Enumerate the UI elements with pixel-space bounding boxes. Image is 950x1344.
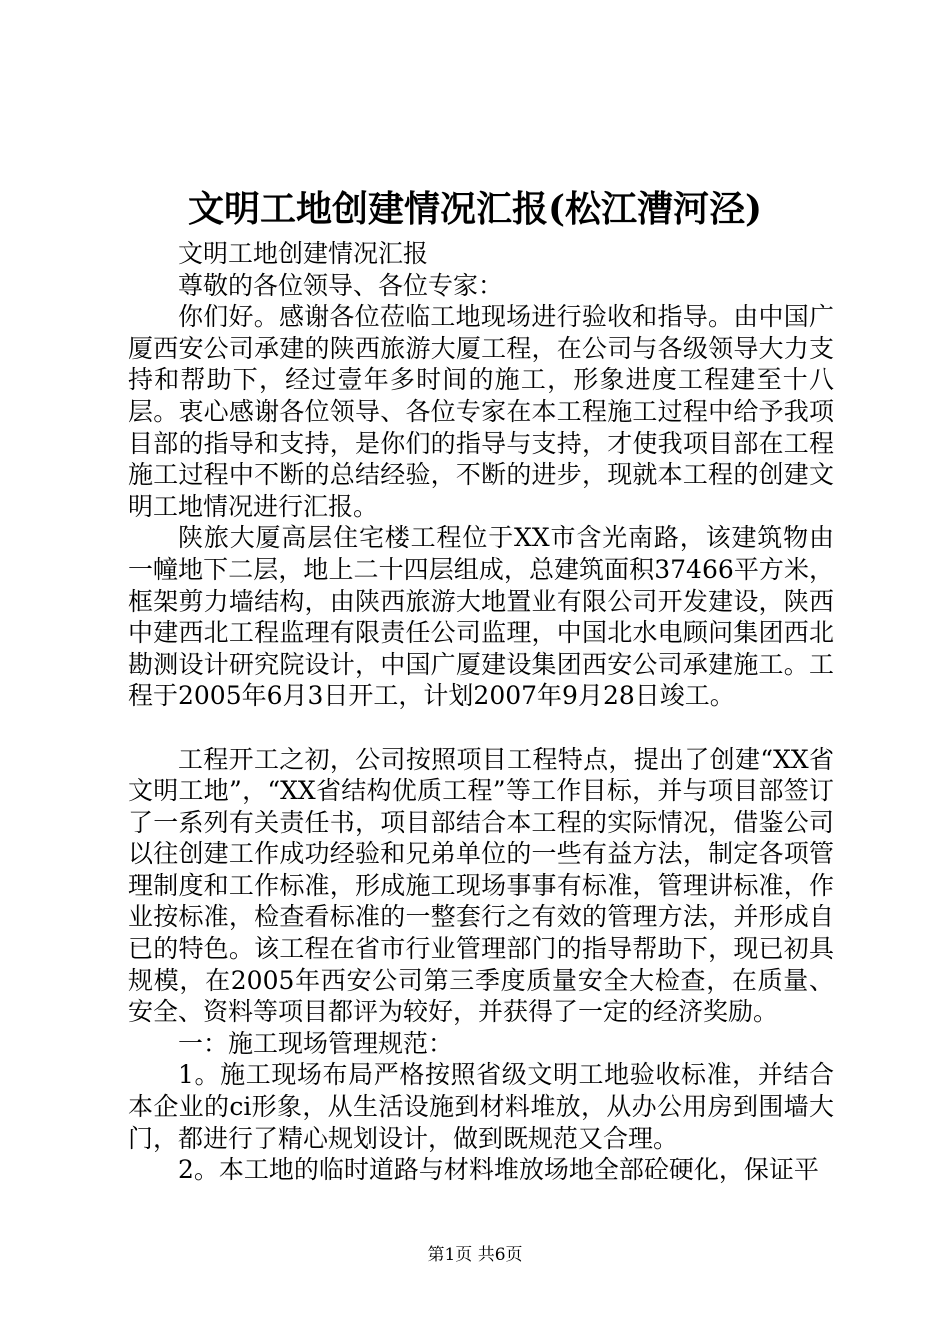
paragraph-salutation: 尊敬的各位领导、各位专家： — [178, 270, 504, 300]
paragraph-goals: 工程开工之初，公司按照项目工程特点，提出了创建“XX省文明工地”，“XX省结构优质工程”等工作目标，并与项目部签订了一系列有关责任书，项目部结合本工程的实际情况，借鉴公司以往创建工作成功经验和兄弟单位的一些有益方法，制定各项管理制度和工作标准，形成施工现场事事有标准，管理讲标准，作业按标准，检查看标准的一整套行之有效的管理方法，并形成自已的特色。该工程在省市行业管理部门的指导帮助下，现已初具规模，在2005年西安公司第三季度质量安全大检查，在质量、安全、资料等项目都评为较好，并获得了一定的经济奖励。 — [128, 744, 834, 1027]
paragraph-item-2: 2。本工地的临时道路与材料堆放场地全部砼硬化，保证平 — [178, 1155, 819, 1185]
paragraph-greeting: 你们好。感谢各位莅临工地现场进行验收和指导。由中国广厦西安公司承建的陕西旅游大厦工程，在公司与各级领导大力支持和帮助下，经过壹年多时间的施工，形象进度工程建至十八层。衷心感谢各位领导、各位专家在本工程施工过程中给予我项目部的指导和支持，是你们的指导与支持，才使我项目部在工程施工过程中不断的总结经验，不断的进步，现就本工程的创建文明工地情况进行汇报。 — [128, 302, 834, 521]
document-title: 文明工地创建情况汇报(松江漕河泾) — [187, 188, 763, 230]
document-body — [128, 238, 834, 1186]
paragraph-subtitle: 文明工地创建情况汇报 — [178, 239, 429, 268]
paragraph-project-overview: 陕旅大厦高层住宅楼工程位于XX市含光南路，该建筑物由一幢地下二层，地上二十四层组成，总建筑面积37466平方米，框架剪力墙结构，由陕西旅游大地置业有限公司开发建设，陕西中建西北工程监理有限责任公司监理，中国北水电顾问集团西北勘测设计研究院设计，中国广厦建设集团西安公司承建施工。工程于2005年6月3日开工，计划2007年9月28日竣工。 — [128, 523, 834, 711]
page-footer: 第1页 共6页 — [427, 1245, 523, 1265]
paragraph-section-heading: 一：施工现场管理规范： — [178, 1028, 454, 1058]
paragraph-spacer — [128, 712, 834, 744]
paragraph-item-1: 1。施工现场布局严格按照省级文明工地验收标准，并结合本企业的ci形象，从生活设施到材料堆放，从办公用房到围墙大门，都进行了精心规划设计，做到既规范又合理。 — [128, 1060, 834, 1153]
